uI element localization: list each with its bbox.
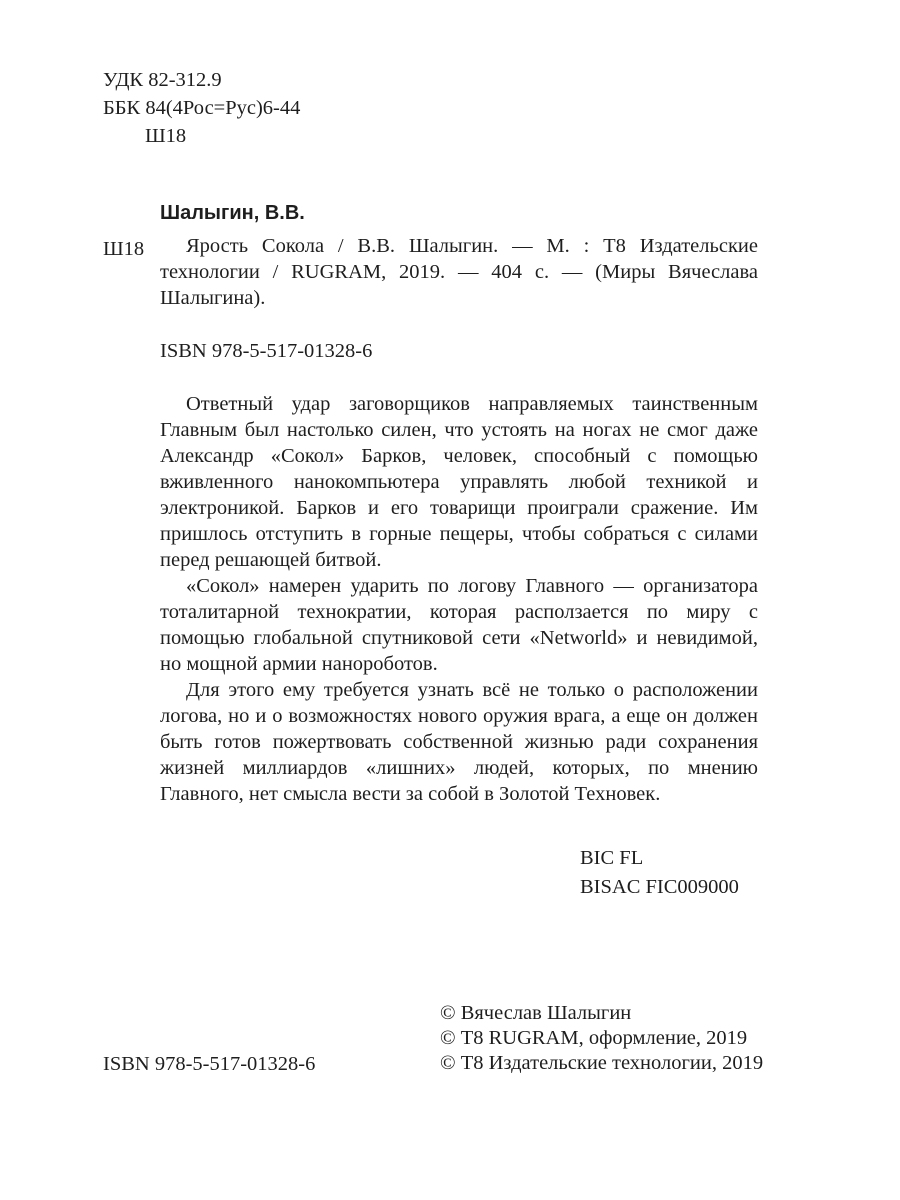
bbk-code: ББК 84(4Рос=Рус)6-44: [103, 97, 301, 119]
bic-code: BIC FL: [580, 847, 644, 869]
author-sign-side: Ш18: [103, 238, 145, 260]
isbn-record: ISBN 978-5-517-01328-6: [160, 340, 373, 362]
annotation: [160, 391, 758, 807]
copyright-line: © Т8 RUGRAM, оформление, 2019: [440, 1027, 748, 1049]
copyright-line: © Т8 Издательские технологии, 2019: [440, 1052, 764, 1074]
copyright-block: [440, 1001, 763, 1076]
author-heading: Шалыгин, В.В.: [160, 202, 305, 224]
bisac-code: BISAC FIC009000: [580, 876, 739, 898]
annotation-paragraph: Ответный удар заговорщиков направляемых таинственным Главным был настолько силен, что устоять на ногах не смог даже Александр «Сокол» Барков, человек, способный с помощью вживленного нанокомпьютера управлять любой техникой и электроникой. Барков и его товарищи проиграли сражение. Им пришлось отступить в горные пещеры, чтобы собраться с силами перед решающей битвой.: [160, 393, 758, 571]
copyright-line: © Вячеслав Шалыгин: [440, 1002, 632, 1024]
udk-code: УДК 82-312.9: [103, 69, 222, 91]
author-sign-top: Ш18: [145, 125, 187, 147]
isbn-footer: ISBN 978-5-517-01328-6: [103, 1053, 316, 1075]
bibliographic-description: Ярость Сокола / В.В. Шалыгин. — М. : Т8 Издательские технологии / RUGRAM, 2019. — 404 с. — (Миры Вячеслава Шалыгина).: [160, 235, 758, 309]
annotation-paragraph: Для этого ему требуется узнать всё не только о расположении логова, но и о возможностях нового оружия врага, а еще он должен быть готов пожертвовать собственной жизнью ради сохранения жизней миллиардов «лишних» людей, которых, по мнению Главного, нет смысла вести за собой в Золотой Техновек.: [160, 679, 758, 805]
annotation-paragraph: «Сокол» намерен ударить по логову Главного — организатора тоталитарной технократии, которая расползается по миру с помощью глобальной спутниковой сети «Networld» и невидимой, но мощной армии нанороботов.: [160, 575, 758, 675]
subject-codes: [580, 844, 739, 902]
